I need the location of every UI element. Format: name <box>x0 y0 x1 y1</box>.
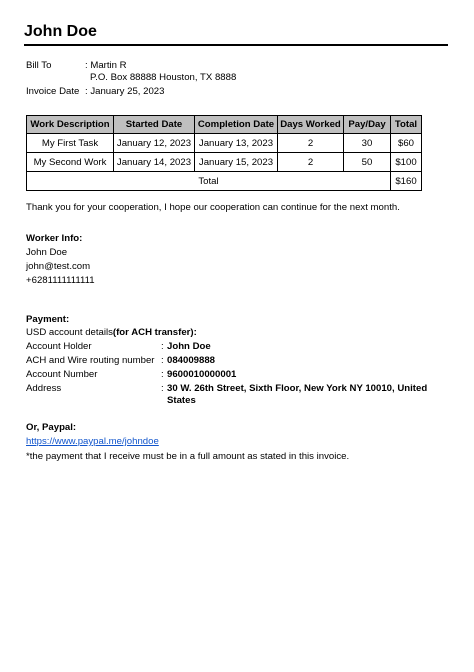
usd-account-label: USD account details <box>26 327 113 338</box>
invoice-date-value: : January 25, 2023 <box>85 86 165 97</box>
cell-pay-per-day: 50 <box>344 153 391 172</box>
header-pay-per-day: Pay/Day <box>344 116 391 134</box>
cell-started-date: January 14, 2023 <box>114 153 195 172</box>
address-line-1: 30 W. 26th Street, Sixth Floor, New York NY 10010, United <box>167 383 428 394</box>
routing-number-label: ACH and Wire routing number <box>26 355 155 366</box>
worker-name: John Doe <box>26 247 68 258</box>
invoice-title: John Doe <box>24 23 97 40</box>
routing-number-colon: : <box>161 355 164 366</box>
header-completion-date: Completion Date <box>195 116 278 134</box>
cell-days-worked: 2 <box>278 134 344 153</box>
cell-description: My Second Work <box>27 153 114 172</box>
table-total-row <box>27 172 422 191</box>
routing-number-value: 084009888 <box>167 355 216 366</box>
work-table <box>26 115 422 191</box>
thank-you-note: Thank you for your cooperation, I hope our cooperation can continue for the next month. <box>26 202 400 213</box>
address-line-2: States <box>167 395 196 406</box>
worker-phone: +6281111111111 <box>26 275 95 286</box>
total-value: $160 <box>391 172 422 191</box>
table-row <box>27 153 422 172</box>
address-label: Address <box>26 383 62 394</box>
account-holder-label: Account Holder <box>26 341 92 352</box>
table-header-row <box>27 116 422 134</box>
header-days-worked: Days Worked <box>278 116 344 134</box>
table-row <box>27 134 422 153</box>
cell-started-date: January 12, 2023 <box>114 134 195 153</box>
total-label: Total <box>27 172 391 191</box>
account-number-label: Account Number <box>26 369 98 380</box>
header-work-description: Work Description <box>27 116 114 134</box>
payment-heading: Payment: <box>26 314 70 325</box>
bill-to-label: Bill To <box>26 60 52 71</box>
cell-completion-date: January 15, 2023 <box>195 153 278 172</box>
cell-days-worked: 2 <box>278 153 344 172</box>
worker-email: john@test.com <box>26 261 91 272</box>
title-divider <box>24 44 448 46</box>
ach-transfer-note: (for ACH transfer): <box>112 327 197 338</box>
cell-pay-per-day: 30 <box>344 134 391 153</box>
bill-to-address: P.O. Box 88888 Houston, TX 8888 <box>90 72 237 83</box>
address-colon: : <box>161 383 164 394</box>
cell-completion-date: January 13, 2023 <box>195 134 278 153</box>
paypal-link[interactable]: https://www.paypal.me/johndoe <box>26 436 159 447</box>
account-holder-value: John Doe <box>167 341 211 352</box>
account-number-colon: : <box>161 369 164 380</box>
paypal-heading: Or, Paypal: <box>26 422 77 433</box>
payment-note: *the payment that I receive must be in a full amount as stated in this invoice. <box>26 451 350 462</box>
worker-info-heading: Worker Info: <box>26 233 83 244</box>
cell-total: $100 <box>391 153 422 172</box>
header-started-date: Started Date <box>114 116 195 134</box>
invoice-date-label: Invoice Date <box>26 86 80 97</box>
cell-description: My First Task <box>27 134 114 153</box>
cell-total: $60 <box>391 134 422 153</box>
header-total: Total <box>391 116 422 134</box>
bill-to-name: : Martin R <box>85 60 127 71</box>
account-number-value: 9600010000001 <box>167 369 237 380</box>
usd-account-details <box>26 327 197 339</box>
account-holder-colon: : <box>161 341 164 352</box>
